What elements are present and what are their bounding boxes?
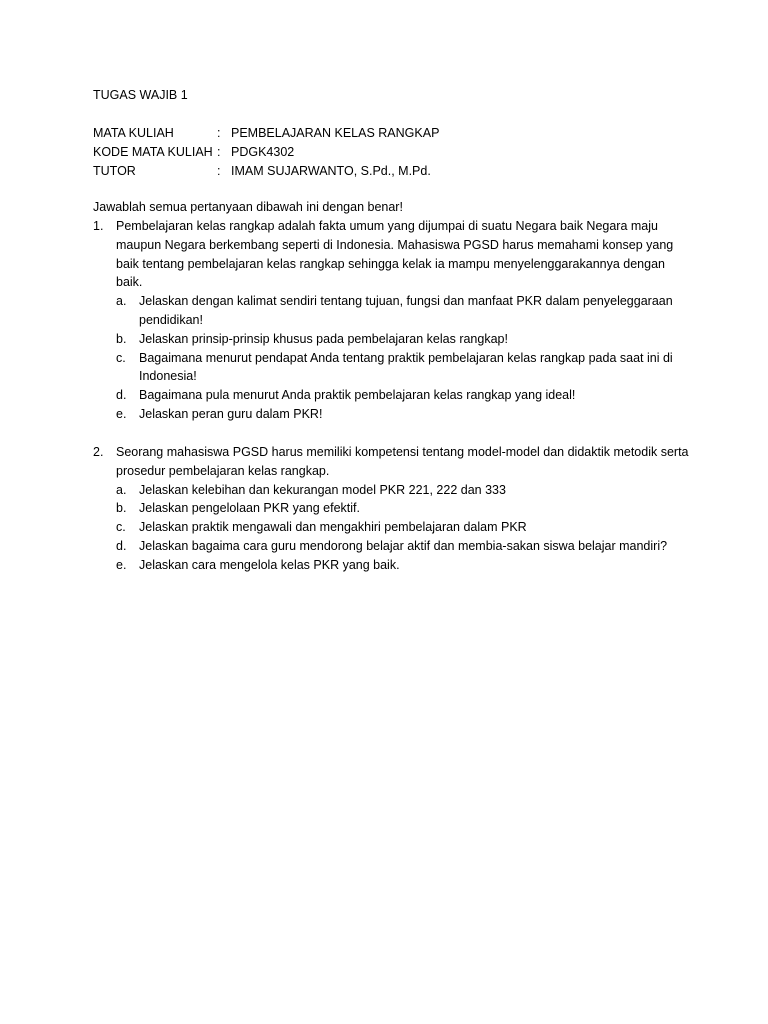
course-name-label: MATA KULIAH — [93, 126, 174, 140]
question-2-number: 2. — [93, 445, 104, 459]
question-2 — [93, 443, 693, 575]
sub-text: Jelaskan prinsip-prinsip khusus pada pembelajaran kelas rangkap! — [139, 331, 508, 346]
question-2-subquestions — [116, 481, 693, 575]
question-1-header — [93, 217, 693, 292]
sub-text: Jelaskan dengan kalimat sendiri tentang tujuan, fungsi dan manfaat PKR dalam penyeleggaraan pendidikan! — [139, 294, 673, 327]
sub-text: Jelaskan pengelolaan PKR yang efektif. — [139, 501, 360, 516]
tutor-value: IMAM SUJARWANTO, S.Pd., M.Pd. — [231, 163, 431, 178]
course-code-value: PDGK4302 — [231, 144, 295, 159]
sub-text: Bagaimana menurut pendapat Anda tentang praktik pembelajaran kelas rangkap pada saat ini di Indonesia! — [139, 350, 673, 384]
question-1-sub-b — [116, 330, 693, 349]
course-name-row — [93, 124, 439, 143]
sub-letter: d. — [116, 388, 127, 403]
sub-letter: a. — [116, 482, 127, 497]
question-1 — [93, 217, 693, 424]
tutor-label: TUTOR — [93, 163, 136, 178]
question-1-sub-d — [116, 386, 693, 405]
sub-letter: c. — [116, 520, 126, 535]
question-1-sub-e — [116, 405, 693, 424]
sub-letter: c. — [116, 350, 126, 365]
course-code-colon: : — [217, 144, 221, 159]
question-2-sub-b — [116, 499, 693, 518]
question-1-subquestions — [116, 292, 693, 424]
question-2-text: Seorang mahasiswa PGSD harus memiliki kompetensi tentang model-model dan didaktik metodik serta prosedur pembelajaran kelas rangkap. — [116, 445, 689, 478]
tutor-row — [93, 162, 439, 181]
document-title: TUGAS WAJIB 1 — [93, 88, 188, 102]
question-2-sub-a — [116, 481, 693, 500]
tutor-colon: : — [217, 163, 221, 178]
sub-letter: e. — [116, 406, 127, 421]
question-1-number: 1. — [93, 219, 104, 233]
question-2-header — [93, 443, 693, 481]
question-2-sub-c — [116, 518, 693, 537]
question-1-text: Pembelajaran kelas rangkap adalah fakta umum yang dijumpai di suatu Negara baik Negara maju maupun Negara berkembang seperti di Indonesia. Mahasiswa PGSD harus memahami konsep yang baik tentang pembelajaran kelas rangkap sehingga kelak ia mampu menyelenggarakannya dengan baik. — [116, 219, 674, 290]
course-code-label: KODE MATA KULIAH — [93, 144, 213, 159]
course-name-colon: : — [217, 126, 221, 140]
course-code-row — [93, 143, 439, 162]
sub-letter: b. — [116, 331, 127, 346]
sub-text: Jelaskan bagaima cara guru mendorong belajar aktif dan membia-sakan siswa belajar mandiri? — [139, 538, 668, 553]
question-1-sub-c — [116, 349, 693, 387]
sub-text: Bagaimana pula menurut Anda praktik pembelajaran kelas rangkap yang ideal! — [139, 388, 576, 403]
sub-text: Jelaskan cara mengelola kelas PKR yang baik. — [139, 557, 400, 572]
sub-text: Jelaskan peran guru dalam PKR! — [139, 406, 323, 421]
sub-letter: b. — [116, 501, 127, 516]
sub-text: Jelaskan praktik mengawali dan mengakhiri pembelajaran dalam PKR — [139, 520, 527, 535]
sub-letter: a. — [116, 294, 127, 309]
course-info — [93, 124, 439, 180]
sub-letter: e. — [116, 557, 127, 572]
course-name-value: PEMBELAJARAN KELAS RANGKAP — [231, 126, 440, 140]
sub-text: Jelaskan kelebihan dan kekurangan model PKR 221, 222 dan 333 — [139, 482, 506, 497]
question-1-sub-a — [116, 292, 693, 330]
question-2-sub-e — [116, 556, 693, 575]
question-2-sub-d — [116, 537, 693, 556]
instructions: Jawablah semua pertanyaan dibawah ini dengan benar! — [93, 200, 403, 214]
sub-letter: d. — [116, 538, 127, 553]
